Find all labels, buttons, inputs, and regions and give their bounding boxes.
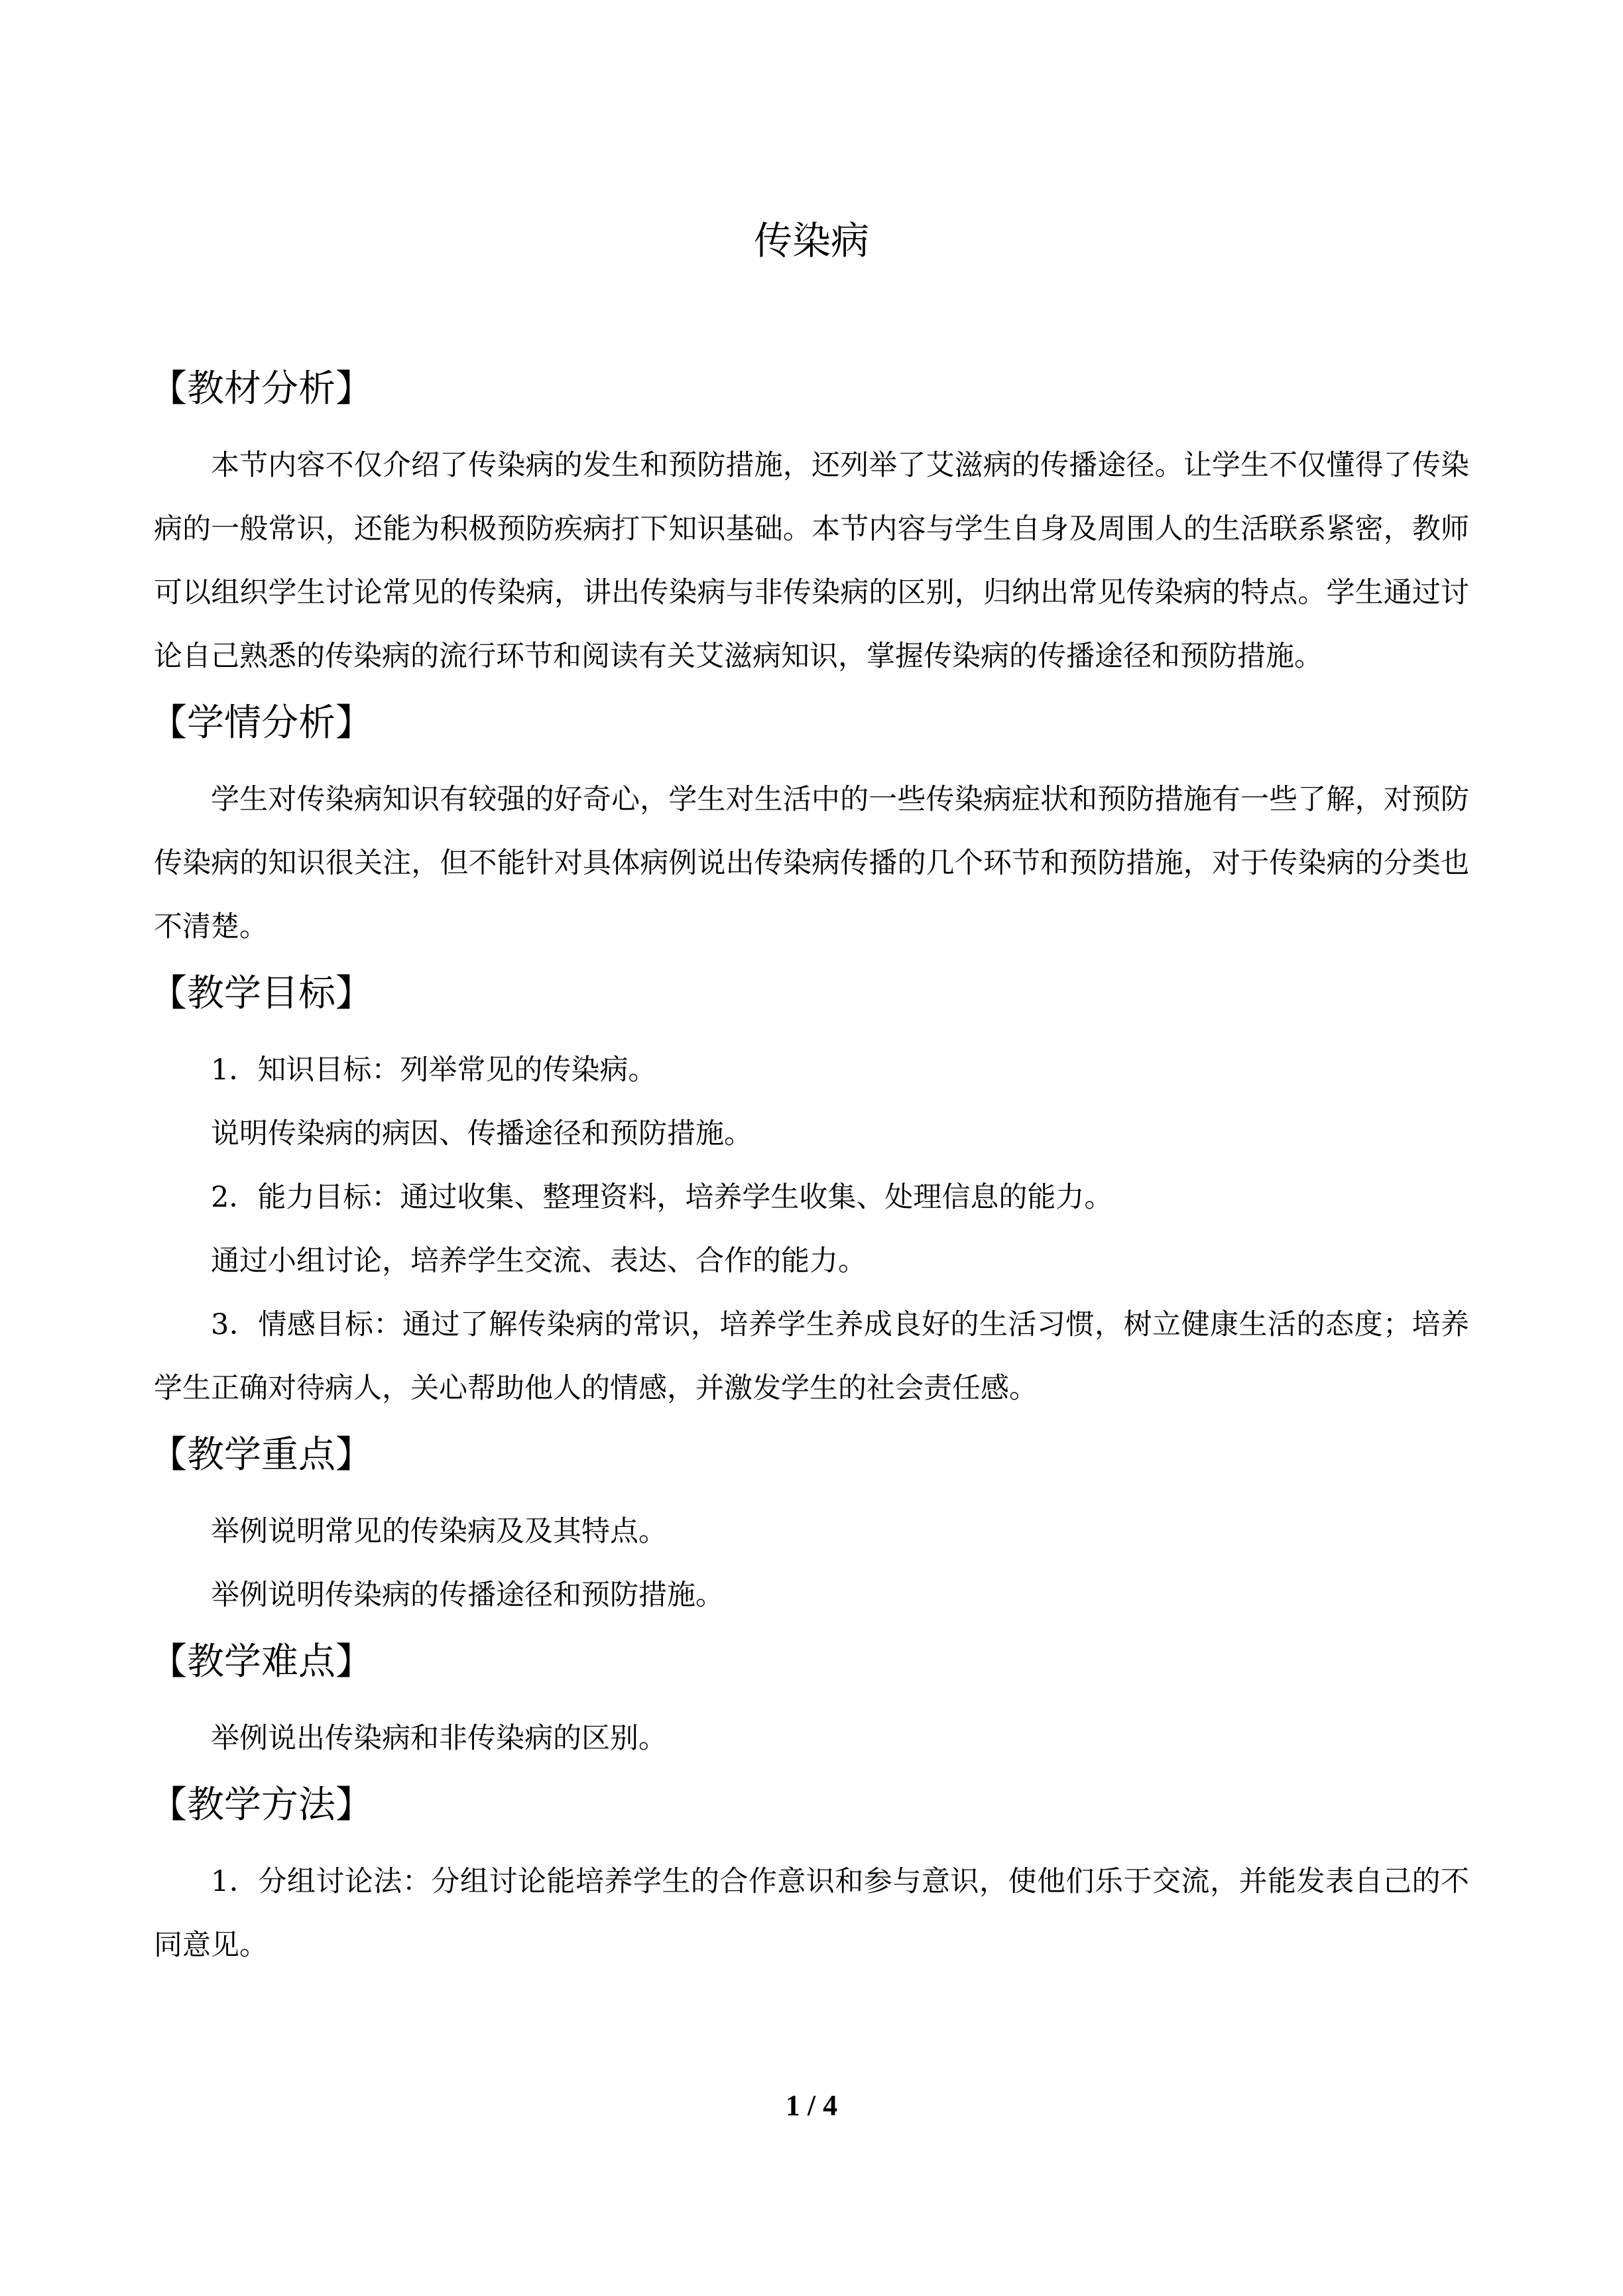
section-heading: 【教学方法】	[150, 1783, 373, 1827]
paragraph: 学生对传染病知识有较强的好奇心，学生对生活中的一些传染病症状和预防措施有一些了解，对预防传染病的知识很关注，但不能针对具体病例说出传染病传播的几个环节和预防措施，对于传染病的分类也不清楚。	[154, 783, 1469, 943]
paragraph: 通过小组讨论，培养学生交流、表达、合作的能力。	[211, 1244, 867, 1278]
paragraph: 举例说明常见的传染病及及其特点。	[211, 1515, 667, 1548]
section-heading: 【学情分析】	[150, 701, 373, 745]
document-content	[150, 211, 1469, 1977]
document-title: 传染病	[753, 218, 869, 263]
section-heading: 【教学目标】	[150, 972, 373, 1015]
section-teaching-difficulties	[150, 1635, 1469, 1770]
section-heading: 【教材分析】	[150, 367, 373, 410]
page-number: 1 / 4	[785, 2089, 838, 2122]
paragraph: 1．知识目标：列举常见的传染病。	[211, 1054, 657, 1087]
paragraph: 说明传染病的病因、传播途径和预防措施。	[211, 1117, 752, 1150]
paragraph: 举例说出传染病和非传染病的区别。	[211, 1722, 667, 1755]
paragraph: 1．分组讨论法：分组讨论能培养学生的合作意识和参与意识，使他们乐于交流，并能发表自己的不同意见。	[154, 1865, 1469, 1962]
section-teaching-objectives	[150, 967, 1469, 1420]
paragraph: 本节内容不仅介绍了传染病的发生和预防措施，还列举了艾滋病的传播途径。让学生不仅懂得了传染病的一般常识，还能为积极预防疾病打下知识基础。本节内容与学生自身及周围人的生活联系紧密，教师可以组织学生讨论常见的传染病，讲出传染病与非传染病的区别，归纳出常见传染病的特点。学生通过讨论自己熟悉的传染病的流行环节和阅读有关艾滋病知识，掌握传染病的传播途径和预防措施。	[154, 449, 1469, 673]
section-heading: 【教学重点】	[150, 1433, 373, 1477]
paragraph: 3．情感目标：通过了解传染病的常识，培养学生养成良好的生活习惯，树立健康生活的态度；培养学生正确对待病人，关心帮助他人的情感，并激发学生的社会责任感。	[154, 1308, 1469, 1405]
paragraph: 2．能力目标：通过收集、整理资料，培养学生收集、处理信息的能力。	[211, 1181, 1113, 1214]
paragraph: 举例说明传染病的传播途径和预防措施。	[211, 1579, 724, 1612]
section-teaching-methods	[150, 1778, 1469, 1977]
section-student-analysis	[150, 696, 1469, 959]
section-teaching-key-points	[150, 1428, 1469, 1627]
section-heading: 【教学难点】	[150, 1640, 373, 1683]
section-textbook-analysis	[150, 362, 1469, 688]
